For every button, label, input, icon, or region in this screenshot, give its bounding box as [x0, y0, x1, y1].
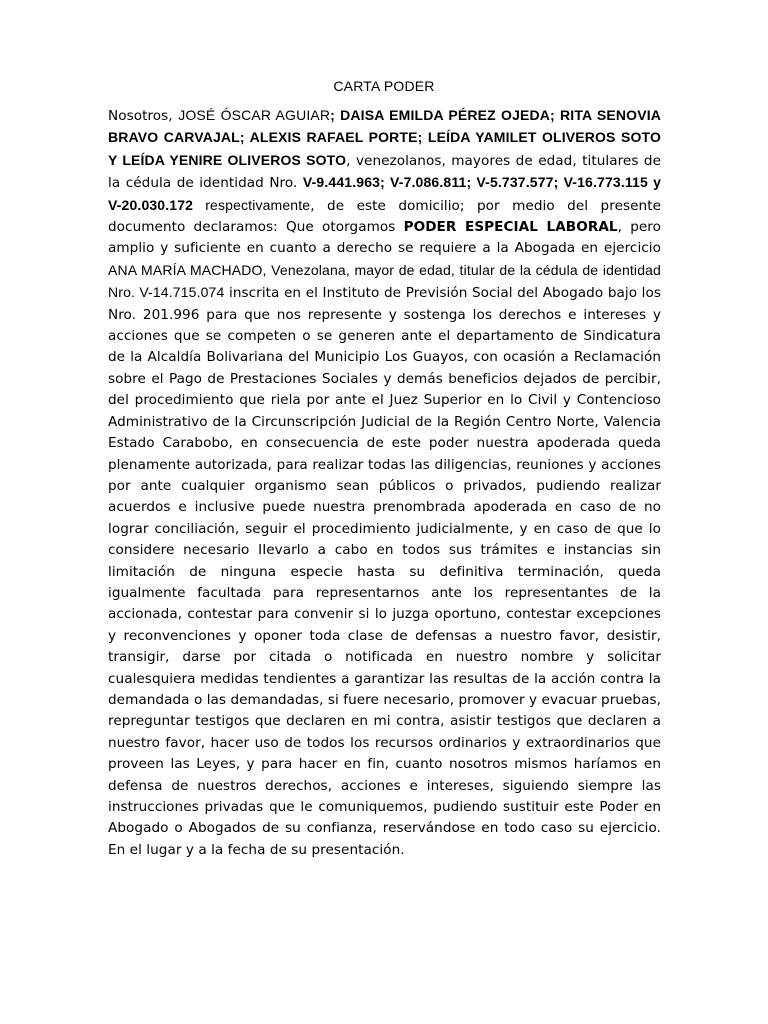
attorney-identification: ANA MARÍA MACHADO, Venezolana, mayor de edad, titular de la cédula de identidad Nro. V-14.715.074: [108, 261, 661, 301]
document-title: CARTA PODER: [333, 78, 435, 94]
grantor-id-numbers: V-9.441.963; V-7.086.811; V-5.737.577; V-16.773.115 y V-20.030.172: [108, 174, 662, 213]
text-segment-declaration: , de este domicilio; por medio del presente documento declaramos: Que otorgamos: [108, 197, 661, 236]
text-segment-intro: Nosotros,: [108, 108, 179, 124]
text-segment-scope: , pero amplio y suficiente en cuanto a derecho se requiere a la Abogada en ejercicio: [108, 219, 662, 257]
grantor-name-first: JOSÉ ÓSCAR AGUIAR: [178, 107, 331, 123]
text-segment-powers: inscrita en el Instituto de Previsión Social del Abogado bajo los Nro. 201.996 para que nos represente y sostenga los derechos e intereses y acciones que se competen o se generen ante el departamento de Sindicatura de la Alcaldía Bolivariana del Municipio Los Guayos, con ocasión a Reclamación sobre el Pago de Prestaciones Sociales y demás beneficios dejados de percibir, del procedimiento que riela por ante el Juez Superior en lo Civil y Contencioso Administrativo de la Circunscripción Judicial de la Región Centro Norte, Valencia Estado Carabobo, en consecuencia de este poder nuestra apoderada queda plenamente autorizada, para realizar todas las diligencias, reuniones y acciones por ante cualquier organismo sean públicos o privados, pudiendo realizar acuerdos e inclusive puede nuestra prenombrada apoderada en caso de no lograr conciliación, seguir el procedimiento judicialmente, y en caso de que lo considere necesario IIevarlo a cabo en todos sus trámites e instancias sin limitación de ninguna especie hasta su definitiva terminación, queda igualmente facultada para representarnos ante los representantes de la accionada, contestar para convenir si lo juzga oportuno, contestar excepciones y reconvenciones y oponer toda clase de defensas a nuestro favor, desistir, transigir, darse por citada o notificada en nuestro nombre y solicitar cualesquiera medidas tendientes a garantizar las resultas de la acción contra la demandada o las demandadas, si fuere necesario, promover y evacuar pruebas, repreguntar testigos que declaren en mi contra, asistir testigos que declaren a nuestro favor, hacer uso de todos los recursos ordinarios y extraordinarios que proveen las Leyes, y para hacer en fin, cuanto nosotros mismos haríamos en defensa de nuestros derechos, acciones e intereses, siguiendo siempre las instrucciones privadas que le comuniquemos, pudiendo sustituir este Poder en Abogado o Abogados de su confianza, reservándose en todo caso su ejercicio. En el lugar y a la fecha de su presentación.: [108, 285, 661, 858]
text-segment-grantor-description: , venezolanos, mayores de edad, titulares de la cédula de identidad Nro.: [108, 152, 661, 192]
document-body-paragraph: [108, 105, 661, 861]
power-type: PODER ESPECIAL LABORAL: [403, 219, 618, 236]
grantor-names-list: ; DAISA EMILDA PÉREZ OJEDA; RITA SENOVIA BRAVO CARVAJAL; ALEXIS RAFAEL PORTE; LEÍDA YAMILET OLIVEROS SOTO Y LEÍDA YENIRE OLIVEROS SOTO: [108, 107, 662, 168]
text-segment-respectively: respectivamente: [193, 196, 311, 213]
